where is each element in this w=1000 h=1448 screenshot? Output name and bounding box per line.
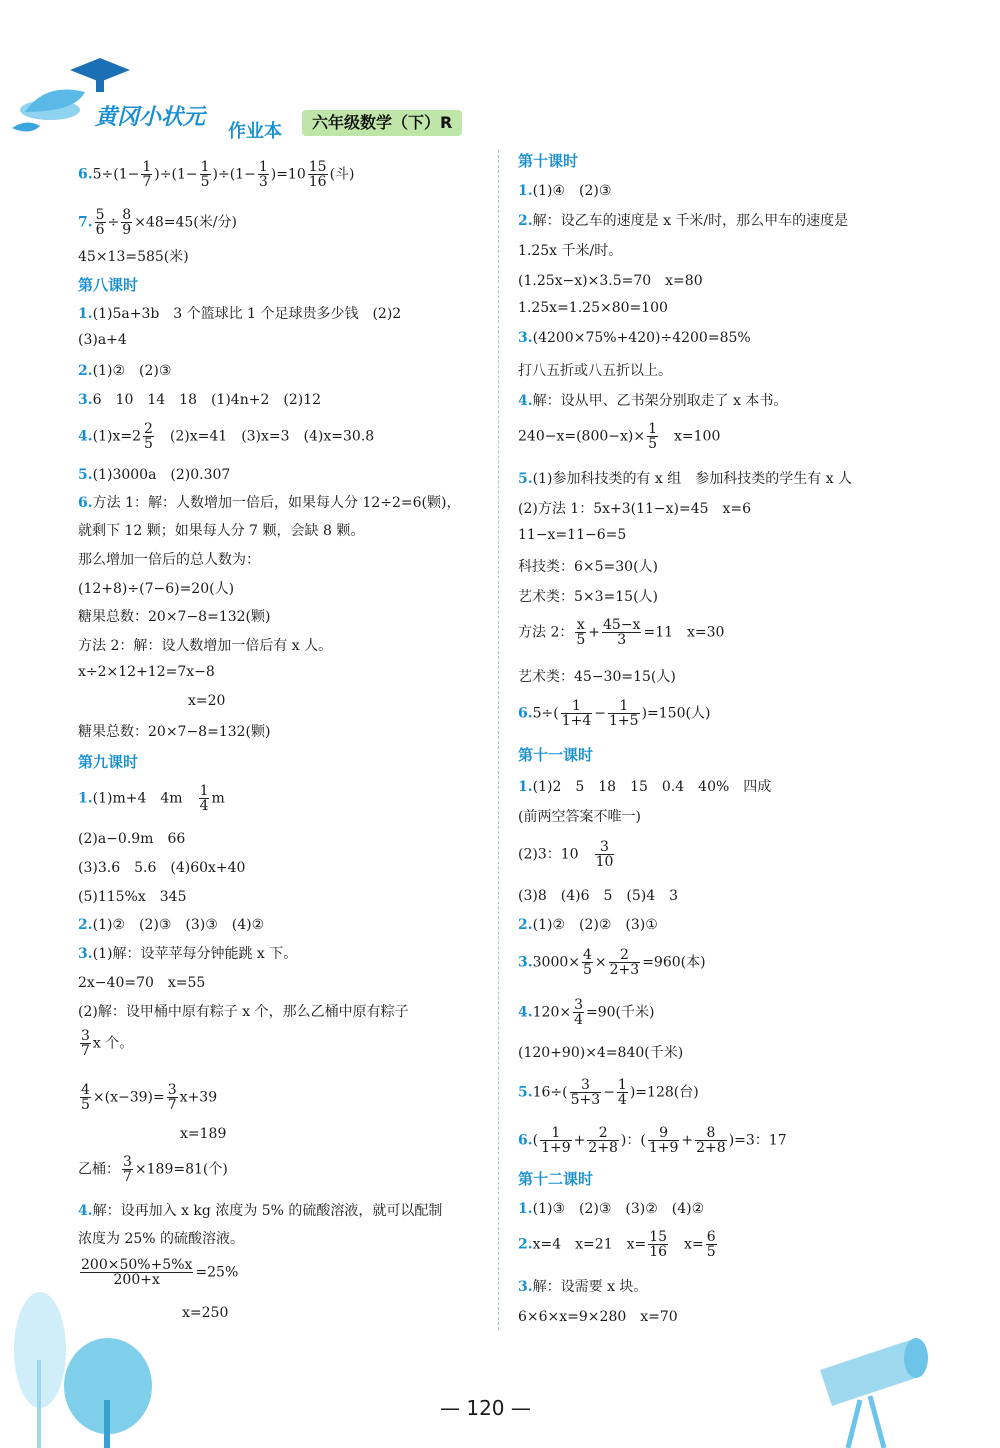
answer-line [78,943,297,963]
fraction [608,699,640,728]
denominator: 7 [81,1043,90,1059]
column-divider [498,150,499,1330]
question-number: 3. [78,392,93,408]
answer-text: + [681,1132,694,1149]
answer-line [78,784,225,813]
answer-line [518,556,658,576]
answer-text: (1)5a+3b 3 个篮球比 1 个足球贵多少钱 (2)2 [92,306,402,322]
answer-text: 解：设乙车的速度是 x 千米/时，那么甲车的速度是 [532,213,849,229]
answer-line [518,914,658,934]
answer-text: 5÷( [532,705,559,722]
numerator: 1 [561,699,593,714]
denominator: 5 [144,436,153,452]
question-number: 2. [78,363,93,379]
answer-line [78,520,364,540]
denominator: 9 [122,222,132,238]
answer-text: )÷(1− [154,166,198,183]
numerator: 1 [200,159,210,175]
answer-line [78,1001,409,1021]
denominator: 1+4 [561,713,592,729]
answer-text: x=250 [182,1305,229,1321]
answer-text: x=100 [660,428,721,445]
denominator: 1+9 [541,1140,571,1156]
answer-line [78,389,321,409]
answer-line [78,886,186,906]
answer-text: 方法 2：解：设人数增加一倍后有 x 人。 [78,638,333,654]
answer-line [78,578,234,598]
answer-text: 糖果总数：20×7−8=132(颗) [78,609,271,625]
answer-line [518,1230,719,1259]
answer-line [518,390,787,410]
question-number: 1. [518,183,533,199]
answer-text: 120× [532,1004,572,1021]
answer-text: (1)3000a (2)0.307 [92,467,231,483]
answer-line [78,1029,133,1058]
question-number: 3. [518,330,533,346]
denominator: 7 [167,1097,177,1113]
numerator: 8 [122,207,132,223]
answer-text: x+39 [179,1089,218,1106]
answer-line [182,1305,228,1321]
question-number: 1. [518,1201,533,1217]
fraction [308,160,328,189]
answer-text: ( [532,1132,539,1149]
answer-text: x=4 x=21 x= [532,1236,647,1253]
answer-text: 6 10 14 18 (1)4n+2 (2)12 [92,392,322,408]
answer-text: 科技类：6×5=30(人) [518,559,659,575]
answer-line [518,948,706,977]
answer-text: ×189=81(个) [134,1161,228,1178]
question-number: 3. [518,1279,533,1295]
question-number: 6. [78,495,93,511]
fraction [582,948,593,977]
fraction [167,1083,178,1112]
numerator: 3 [81,1028,90,1044]
denominator: 5+3 [570,1092,601,1108]
answer-text: (3)8 (4)6 5 (5)4 3 [518,888,679,904]
answer-text: )：( [620,1132,646,1149]
question-number: 3. [78,946,93,962]
answer-text: − [603,1084,615,1101]
denominator: 4 [199,798,209,814]
denominator: 200+x [113,1272,160,1288]
answer-text: 1.25x 千米/时。 [518,243,623,259]
answer-line [78,1155,228,1184]
denominator: 3 [258,174,268,190]
fraction [595,840,615,869]
answer-text: =960(本) [642,954,706,971]
answer-line [518,776,771,796]
question-number: 4. [78,428,93,445]
denominator: 7 [123,1169,132,1185]
answer-text: =90(千米) [586,1004,655,1021]
answer-line [78,828,185,848]
answer-text: (前两空答案不唯一) [518,809,641,825]
answer-text: =11 x=30 [643,624,725,641]
question-number: 6. [518,705,533,722]
answer-text: ×(x−39)= [92,1089,165,1106]
fraction [143,422,154,451]
question-number: 2. [78,917,93,933]
numerator: 8 [695,1126,727,1141]
answer-line [518,360,672,380]
answer-line [188,693,225,709]
fraction [540,1126,572,1155]
answer-text: 方法 2： [518,624,574,641]
answer-line [78,422,374,451]
telescope-illustration-icon [810,1330,1000,1448]
tree-illustration-icon [0,1290,170,1448]
answer-text: x=20 [188,693,226,709]
numerator: 1 [617,1077,627,1093]
answer-text: (1.25x−x)×3.5=70 x=80 [518,273,703,289]
answer-text: )=150(人) [641,705,711,722]
answer-line [518,618,724,647]
denominator: 5 [648,436,658,452]
book-type: 作业本 [228,121,282,142]
answer-text: (2)x=41 (3)x=3 (4)x=30.8 [155,428,375,445]
answer-line [518,468,852,488]
denominator: 10 [595,854,614,870]
answer-text: (12+8)÷(7−6)=20(人) [78,581,235,597]
numerator: 45−x [603,617,641,633]
denominator: 2+8 [696,1140,726,1156]
answer-text: 45×13=585(米) [78,249,189,265]
numerator: 4 [582,947,592,963]
answer-text: (1)参加科技类的有 x 组 参加科技类的学生有 x 人 [532,471,853,487]
answer-text: )=3：17 [728,1132,787,1149]
answer-line [518,1078,699,1107]
fraction [648,1126,680,1155]
answer-text: 5÷(1− [92,166,140,183]
answer-text: (2)a−0.9m 66 [78,831,186,847]
answer-text: (2)方法 1：5x+3(11−x)=45 x=6 [518,501,752,517]
fraction [609,948,641,977]
fraction [647,422,658,451]
denominator: 16 [649,1244,668,1260]
answer-text: 2x−40=70 x=55 [78,975,206,991]
answer-text: (1)② (2)③ (3)③ (4)② [92,917,265,933]
answer-text: ÷ [107,214,120,231]
numerator: 2 [144,421,153,437]
question-number: 1. [78,790,93,807]
answer-line [518,1198,704,1218]
answer-line [78,635,332,655]
answer-line [78,606,270,626]
answer-text: + [573,1132,586,1149]
answer-line [78,464,230,484]
denominator: 5 [81,1097,90,1113]
question-number: 2. [518,213,533,229]
numerator: 3 [167,1082,177,1098]
answer-text: (2)3：10 [518,846,593,863]
denominator: 1+9 [648,1140,679,1156]
fraction [121,208,132,237]
fraction [648,1230,668,1259]
answer-line [518,840,616,869]
answer-text: (3)3.6 5.6 (4)60x+40 [78,860,246,876]
answer-line [518,666,676,686]
denominator: 4 [574,1012,583,1028]
answer-text: 解：设再加入 x kg 浓度为 5% 的硫酸溶液，就可以配制 [92,1203,443,1219]
numerator: 15 [308,159,327,175]
numerator: 3 [574,997,583,1013]
numerator: 15 [649,1229,668,1245]
answer-line [518,1306,678,1326]
answer-text: (1)③ (2)③ (3)② (4)② [532,1201,705,1217]
numerator: 4 [81,1082,90,1098]
question-number: 4. [518,1004,533,1021]
question-number: 1. [78,306,93,322]
answer-line [518,240,622,260]
answer-line [518,998,654,1027]
numerator: 6 [706,1229,716,1245]
page-header [0,0,1000,150]
answer-text: 艺术类：5×3=15(人) [518,589,659,605]
numerator: 2 [587,1126,619,1141]
question-number: 6. [518,1132,533,1149]
question-number: 3. [518,954,533,971]
answer-line [518,699,710,728]
answer-text: (120+90)×4=840(千米) [518,1045,684,1061]
answer-line [518,270,703,290]
answer-text: (4200×75%+420)÷4200=85% [532,330,751,346]
answer-text: (3)a+4 [78,332,127,348]
numerator: 1 [540,1126,572,1141]
answer-text: 解：设从甲、乙书架分别取走了 x 本书。 [532,393,788,409]
fraction [706,1230,717,1259]
denominator: 1+5 [609,713,639,729]
answer-text: )÷(1− [212,166,256,183]
question-number: 5. [518,471,533,487]
numerator: 200×50%+5%x [81,1257,193,1273]
answer-text: ×48=45(米/分) [134,214,237,231]
question-number: 1. [518,779,533,795]
section-heading: 第十课时 [518,152,579,170]
numerator: 1 [199,783,209,799]
section-heading: 第十二课时 [518,1170,594,1188]
answer-line [78,972,205,992]
answer-text: 那么增加一倍后的总人数为： [78,552,260,568]
answer-text: 240−x=(800−x)× [518,428,646,445]
answer-text: 解：设需要 x 块。 [532,1279,648,1295]
answer-line [78,721,270,741]
answer-line [78,303,401,323]
grade-label: 六年级数学（下）R [302,110,462,136]
answer-line [78,549,260,569]
answer-text: 6×6×x=9×280 x=70 [518,1309,678,1325]
answer-line [78,1200,442,1220]
fraction [695,1126,727,1155]
answer-text: x÷2×12+12=7x−8 [78,664,215,680]
answer-line [518,422,720,451]
numerator: 3 [595,840,615,855]
answer-text: (1)2 5 18 15 0.4 40% 四成 [532,779,772,795]
denominator: 5 [582,962,592,978]
answer-line [78,914,264,934]
answer-text: − [594,705,607,722]
answer-line [78,160,355,189]
answer-line [78,1083,217,1112]
answer-text: x= [670,1236,704,1253]
answer-line [78,492,460,512]
fraction [200,160,211,189]
answer-text: 打八五折或八五折以上。 [518,363,672,379]
denominator: 3 [617,632,627,648]
answer-text: =25% [195,1264,239,1281]
fraction [573,998,584,1027]
question-number: 5. [78,467,93,483]
answer-line [518,210,848,230]
answer-text: )=128(台) [629,1084,699,1101]
fraction [80,1083,91,1112]
denominator: 7 [142,174,152,190]
answer-text: 艺术类：45−30=15(人) [518,669,676,685]
question-number: 5. [518,1084,533,1101]
answer-line [518,1042,683,1062]
answer-line [518,300,668,316]
answer-line [180,1126,226,1142]
answer-text: 浓度为 25% 的硫酸溶液。 [78,1231,245,1247]
answer-line [518,586,658,606]
question-number: 4. [518,393,533,409]
fraction [95,208,106,237]
answer-line [78,332,127,348]
denominator: 2+8 [588,1140,618,1156]
numerator: 1 [608,699,640,714]
answer-text: 3000× [532,954,580,971]
answer-text: x=189 [180,1126,227,1142]
denominator: 5 [576,632,586,648]
answer-line [78,246,189,266]
numerator: 3 [570,1078,602,1093]
numerator: 3 [123,1154,132,1170]
section-heading: 第九课时 [78,753,139,771]
numerator: 5 [95,207,105,223]
numerator: 2 [609,948,641,963]
answer-line [518,1126,787,1155]
answer-line [518,885,678,905]
answer-text: (5)115%x 345 [78,889,187,905]
answer-text: (1)④ (2)③ [532,183,612,199]
answer-text: m [211,790,225,807]
numerator: 9 [648,1126,680,1141]
question-number: 7. [78,214,93,231]
fraction [575,618,586,647]
answer-line [518,806,641,826]
answer-text: + [588,624,601,641]
answer-line [518,180,611,200]
question-number: 2. [518,1236,533,1253]
denominator: 6 [95,222,105,238]
answer-text: 糖果总数：20×7−8=132(颗) [78,724,271,740]
answer-text: )=10 [270,166,306,183]
fraction [617,1078,628,1107]
fraction [258,160,269,189]
denominator: 2+3 [609,962,640,978]
fraction [561,699,593,728]
answer-text: (1)m+4 4m [92,790,197,807]
answer-line [78,1228,244,1248]
answer-text: (1)解：设苹苹每分钟能跳 x 下。 [92,946,298,962]
fraction [80,1029,91,1058]
fraction [602,618,641,647]
denominator: 4 [617,1092,627,1108]
answer-line [518,527,626,543]
brand-title: 黄冈小状元 [95,105,206,130]
answer-text: (1)② (2)③ [92,363,172,379]
fraction [199,784,210,813]
denominator: 16 [308,174,327,190]
numerator: 1 [648,421,658,437]
answer-text: 就剩下 12 颗；如果每人分 7 颗，会缺 8 颗。 [78,523,365,539]
denominator: 5 [200,174,210,190]
answer-text: 乙桶： [78,1161,120,1178]
fraction [570,1078,602,1107]
page-number: — 120 — [440,1396,531,1420]
answer-text: × [594,954,607,971]
question-number: 6. [78,166,93,183]
question-number: 4. [78,1203,93,1219]
fraction [587,1126,619,1155]
answer-text: (1)x=2 [92,428,141,445]
denominator: 5 [706,1244,716,1260]
answer-text: (斗) [329,166,355,183]
numerator: 1 [258,159,268,175]
fraction [122,1155,133,1184]
answer-line [518,498,751,518]
question-number: 2. [518,917,533,933]
numerator: 1 [142,159,152,175]
answer-line [78,664,215,680]
fraction [80,1258,193,1287]
answer-line [78,208,237,237]
fraction [141,160,152,189]
answer-line [78,1258,238,1287]
answer-line [518,1276,647,1296]
section-heading: 第十一课时 [518,746,594,764]
answer-line [78,857,245,877]
answer-text: (1)② (2)② (3)① [532,917,658,933]
answer-line [78,360,171,380]
answer-text: 16÷( [532,1084,568,1101]
answer-line [518,330,751,346]
answer-text: (2)解：设甲桶中原有粽子 x 个，那么乙桶中原有粽子 [78,1004,409,1020]
answer-text: 11−x=11−6=5 [518,527,627,543]
answer-text: x 个。 [92,1035,134,1052]
answer-text: 1.25x=1.25×80=100 [518,300,668,316]
answer-text: 方法 1：解：人数增加一倍后，如果每人分 12÷2=6(颗)， [92,495,461,511]
section-heading: 第八课时 [78,276,139,294]
numerator: x [576,617,585,633]
